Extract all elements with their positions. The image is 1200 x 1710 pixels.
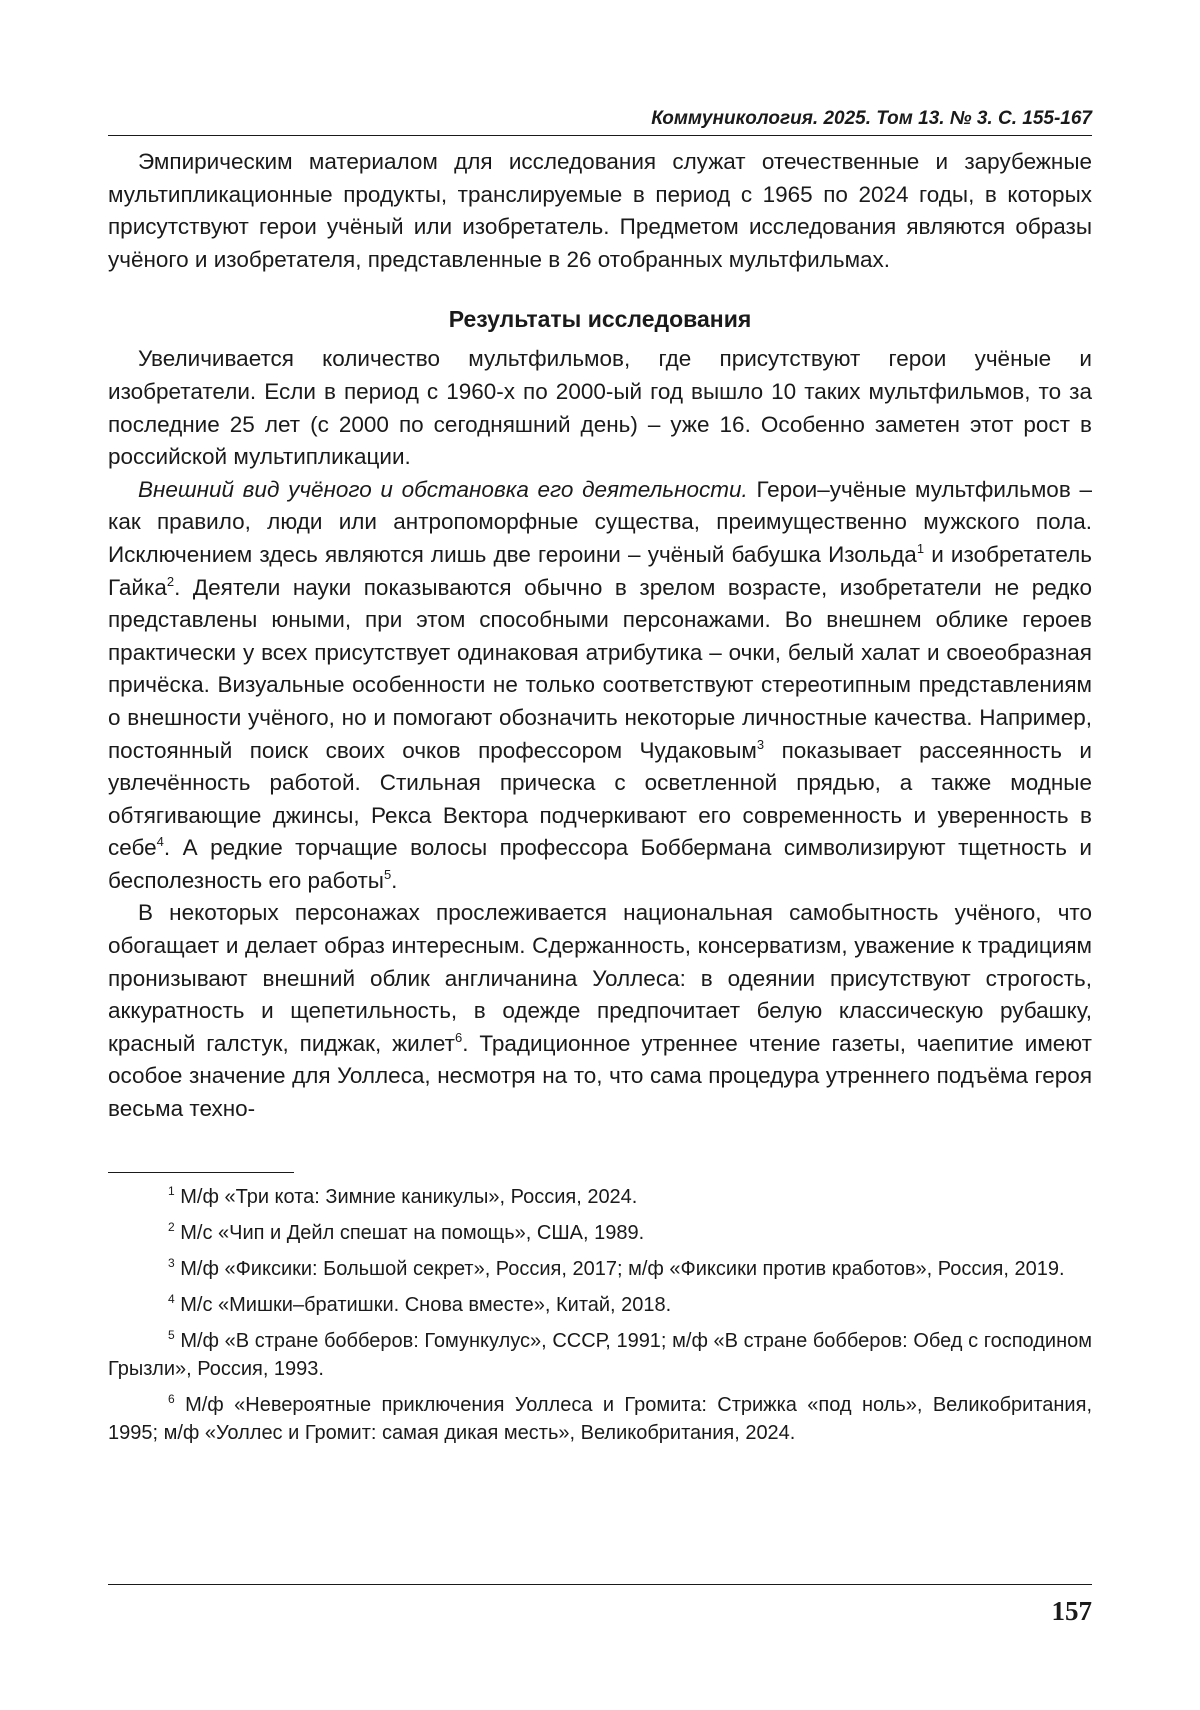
results-paragraph-1: Увеличивается количество мультфильмов, где присутствуют герои учёные и изобретатели. Если в период с 1960-х по 2000-ый год вышло 10 таких мультфильмов, то за последние 25 лет (с 2000 по сегодняшний день) – уже 16. Особенно заметен этот рост в российской мультипликации. [108,346,1092,470]
footnote-ref-1[interactable]: 1 [916,540,925,556]
text-segment: показывает рассеянность и увлечённость работой. Стильная прическа с осветленной прядью, а также модные обтягивающие джинсы, Рекса Вектора подчеркивают его современность и уверенность в себе [108,737,1092,861]
text-segment: . А редкие торчащие волосы профессора Боббермана символизируют тщетность и бесполезность его работы [108,835,1092,893]
journal-page [108,108,1092,1668]
text-segment: . Традиционное утреннее чтение газеты, чаепитие имеют особое значение для Уоллеса, несмотря на то, что сама процедура утреннего подъёма героя весьма техно- [108,1030,1092,1122]
page-number: 157 [1051,1596,1092,1626]
text-segment: . Деятели науки показываются обычно в зрелом возрасте, изобретатели не редко представлены юными, при этом способными персонажами. Во внешнем облике героев практически у всех присутствует одинаковая атрибутика – очки, белый халат и своеобразная причёска. Визуальные особенности не только соответствуют стереотипным представлениям о внешности учёного, но и помогают обозначить некоторые личностные качества. Например, постоянный поиск своих очков профессором Чудаковым [108,574,1092,763]
footnote-ref-2[interactable]: 2 [166,573,175,589]
footnote-6 [108,1391,1092,1447]
footer-rule [108,1584,1092,1585]
footnotes [108,1183,1092,1447]
footnote-2 [108,1219,1092,1247]
footnote-ref-5[interactable]: 5 [383,866,392,882]
footnote-number: 3 [168,1255,175,1270]
footnote-number: 4 [168,1291,175,1306]
footnote-ref-3[interactable]: 3 [756,736,765,752]
footnote-number: 6 [168,1391,175,1406]
footnote-ref-6[interactable]: 6 [454,1029,463,1045]
footnote-3 [108,1255,1092,1283]
intro-section [108,146,1092,276]
subsection-lead: Внешний вид учёного и обстановка его деятельности. [138,476,748,502]
running-header: Коммуникология. 2025. Том 13. № 3. С. 155-167 [108,108,1092,136]
footnote-number: 2 [168,1219,175,1234]
footnote-separator [108,1172,294,1173]
text-segment: и изобретатель Гайка [108,541,1092,600]
results-section [108,343,1092,1125]
text-segment: Герои–учёные мультфильмов – как правило, люди или антропоморфные существа, преимущественно мужского пола. Исключением здесь являются лишь две героини – учёный бабушка Изольда [108,476,1092,567]
footnote-text: М/с «Мишки–братишки. Снова вместе», Китай, 2018. [174,1293,672,1316]
footnote-text: М/ф «Три кота: Зимние каникулы», Россия, 2024. [174,1185,638,1208]
section-heading: Результаты исследования [448,306,752,333]
footnote-number: 5 [168,1327,175,1342]
footnote-1 [108,1183,1092,1211]
footnote-text: М/ф «Фиксики: Большой секрет», Россия, 2017; м/ф «Фиксики против кработов», Россия, 2019. [174,1257,1065,1280]
footnote-ref-4[interactable]: 4 [156,834,164,850]
footnote-text: М/с «Чип и Дейл спешат на помощь», США, 1989. [174,1221,645,1244]
results-paragraph-3 [108,897,1092,1125]
footnote-4 [108,1291,1092,1319]
footnote-text: М/ф «Невероятные приключения Уоллеса и Громита: Стрижка «под ноль», Великобритания, 1995; м/ф «Уоллес и Громит: самая дикая месть», Великобритания, 2024. [108,1393,1092,1444]
text-segment: . [391,867,398,893]
results-paragraph-2 [108,474,1092,898]
footnote-number: 1 [168,1183,175,1198]
footnote-text: М/ф «В стране бобберов: Гомункулус», СССР, 1991; м/ф «В стране бобберов: Обед с господином Грызли», Россия, 1993. [108,1329,1092,1380]
intro-paragraph: Эмпирическим материалом для исследования служат отечественные и зарубежные мультипликационные продукты, транслируемые в период с 1965 по 2024 годы, в которых присутствуют герои учёный или изобретатель. Предметом исследования являются образы учёного и изобретателя, представленные в 26 отобранных мультфильмах. [108,149,1092,272]
footnote-5 [108,1327,1092,1383]
text-segment: В некоторых персонажах прослеживается национальная самобытность учёного, что обогащает и делает образ интересным. Сдержанность, консерватизм, уважение к традициям пронизывают внешний облик англичанина Уоллеса: в одеянии присутствуют строгость, аккуратность и щепетильность, в одежде предпочитает белую классическую рубашку, красный галстук, пиджак, жилет [108,900,1092,1056]
